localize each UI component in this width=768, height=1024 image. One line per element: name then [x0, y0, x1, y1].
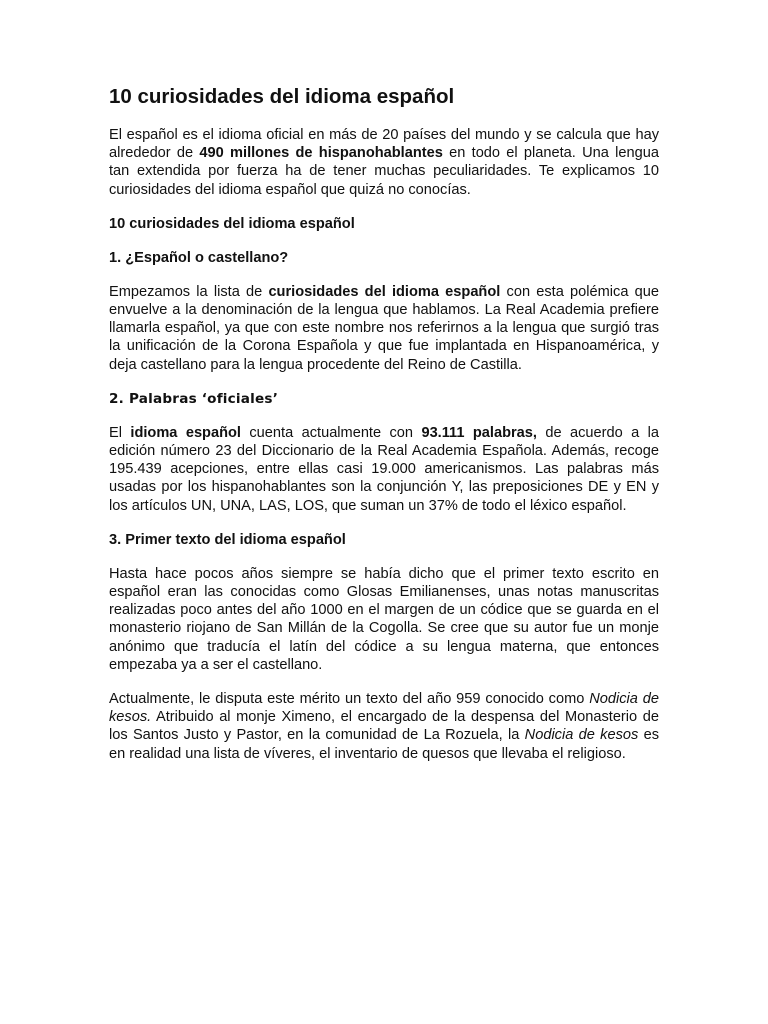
s1-text-2: con esta polémica que envuelve a la denominación de la lengua que hablamos. La Real Academia prefiere llamarla español, ya que con este nombre nos referirnos a la lengua que surgió tras la unificación de la Corona Española y que fue implantada en Hispanoamérica, y deja castellano para la lengua procedente del Reino de Castilla. — [109, 283, 659, 373]
document-title: 10 curiosidades del idioma español — [109, 85, 455, 108]
intro-bold-1: 490 millones de hispanohablantes — [199, 145, 443, 162]
section-2-heading: 2. Palabras ‘oficiales’ — [109, 390, 279, 407]
section-2-paragraph — [109, 424, 659, 515]
s2-bold-2: 93.111 palabras, — [421, 424, 537, 441]
intro-text-2: en todo el planeta. Una lengua tan extendida por fuerza ha de tener muchas peculiaridades. Te explicamos 10 curiosidades del idioma español que quizá no conocías. — [109, 145, 659, 198]
section-3-paragraph-2 — [109, 690, 659, 763]
document-page — [109, 84, 659, 779]
s2-bold-1: idioma español — [130, 424, 241, 441]
s3p2-italic-2: Nodicia de kesos — [524, 727, 639, 744]
s2-text-1: El — [109, 424, 131, 441]
s3p2-text-2: Atribuido al monje Ximeno, el encargado de la despensa del Monasterio de los Santos Justo y Pastor, en la comunidad de La Rozuela, la — [109, 709, 659, 744]
s2-text-3: de acuerdo a la edición número 23 del Diccionario de la Real Academia Española. Además, recoge 195.439 acepciones, entre ellas casi 19.000 americanismos. Las palabras más usadas por los hispanohablantes son la conjunción Y, las preposiciones DE y EN y los artículos UN, UNA, LAS, LOS, que suman un 37% de todo el léxico español. — [109, 424, 660, 514]
s3p2-text-3: es en realidad una lista de víveres, el inventario de quesos que llevaba el religioso. — [109, 727, 660, 762]
s3p2-italic-1: Nodicia de kesos. — [109, 691, 659, 726]
s2-text-2: cuenta actualmente con — [240, 424, 422, 441]
section-1-heading: 1. ¿Español o castellano? — [109, 249, 289, 266]
intro-text-1: El español es el idioma oficial en más de 20 países del mundo y se calcula que hay alrededor de — [109, 127, 659, 162]
section-3-paragraph-1: Hasta hace pocos años siempre se había dicho que el primer texto escrito en español eran las conocidas como Glosas Emilianenses, unas notas manuscritas realizadas poco antes del año 1000 en el margen de un códice que se guarda en el monasterio riojano de San Millán de la Cogolla. Se cree que su autor fue un monje anónimo que traducía el latín del códice a su lengua materna, que entonces empezaba ya a ser el castellano. — [109, 565, 659, 673]
section-3-heading: 3. Primer texto del idioma español — [109, 531, 346, 548]
intro-paragraph — [109, 126, 659, 199]
s3p2-text-1: Actualmente, le disputa este mérito un texto del año 959 conocido como — [109, 691, 590, 708]
s1-bold-1: curiosidades del idioma español — [268, 283, 501, 300]
section-1-paragraph — [109, 283, 659, 374]
section-subtitle: 10 curiosidades del idioma español — [109, 215, 355, 232]
s1-text-1: Empezamos la lista de — [109, 283, 269, 300]
